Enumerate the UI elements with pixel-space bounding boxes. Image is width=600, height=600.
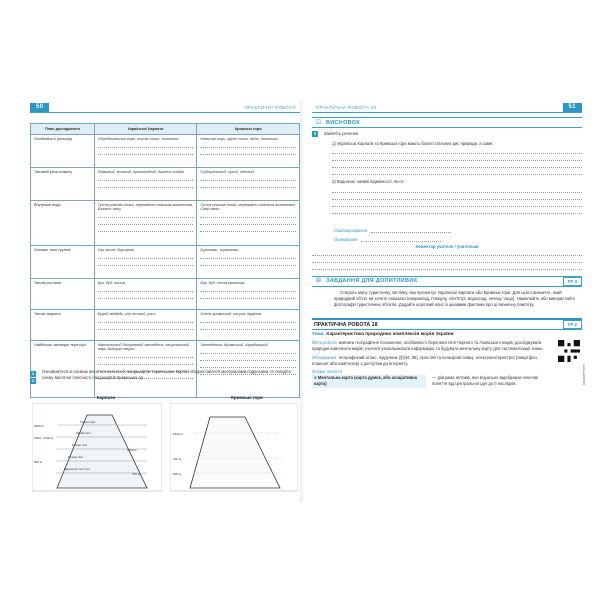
altitude-label: 1500 м — [127, 448, 137, 452]
grade-label: Оцінювання — [334, 236, 358, 242]
teacher-comment-label: Коментар учителя / учительки — [415, 243, 479, 249]
group-badge: ГР 3 — [563, 277, 582, 286]
practical-work-section — [312, 318, 582, 330]
table-row — [31, 168, 300, 201]
section-title: ВИСНОВОК — [326, 119, 361, 126]
cell-text: Невисокі гори, круті схили, яйли, полонини. — [200, 137, 279, 141]
altitude-diagrams — [32, 395, 298, 495]
altitude-label: 2000 м — [34, 424, 44, 428]
task-number: 5 — [313, 131, 317, 136]
cell-text: Густа річкова сітка, переважно сніговим живленням. Озер мало. — [200, 203, 296, 211]
answer-cell[interactable] — [94, 135, 197, 168]
altitude-label: 1500—1200 м — [34, 436, 54, 440]
column-header: План дослідження — [31, 124, 95, 135]
row-label: Особливості рельєфу — [31, 135, 95, 168]
cell-text: Густа річкова сітка, переважно сніговим живленням. Багато озер. — [97, 203, 194, 211]
answer-lines-2[interactable] — [332, 186, 582, 214]
row-label: Типові тварини — [31, 310, 95, 341]
diagram-title-crimea: Кримські гори — [231, 395, 263, 400]
comparison-table — [30, 123, 300, 398]
belt-label: Гірські луки — [80, 420, 95, 424]
altitude-label: 700 м — [132, 472, 140, 476]
answer-cell[interactable] — [94, 246, 197, 279]
altitude-label: 1500 м — [173, 432, 183, 436]
page-number: 50 — [30, 103, 49, 112]
equipment-label: Обладнання: — [312, 354, 338, 360]
cell-text: Сірі лісові, буроземи. — [97, 248, 135, 252]
sentence-1: 1) Українські Карпати та Кримські гори мають багато спільних рис природи, а саме: — [332, 141, 494, 147]
checklist-icon: ☑ — [316, 119, 322, 126]
answer-cell[interactable] — [94, 168, 197, 201]
equipment-text: географічний атлас, підручник (§§34, 35), простий та кольорові олівці, електронні пристрої (смартфон, планшет або комп'ютер) з доступом до інтернету. — [312, 354, 538, 366]
diagram-title-carpathians: Карпати — [96, 395, 116, 400]
concept-term: ■ Ментальна карта (карта думок, або асоціативна карта) — [312, 375, 426, 387]
practical-title: ПРАКТИЧНА РОБОТА 18 — [314, 321, 378, 328]
answer-cell[interactable] — [197, 246, 300, 279]
practical-theme — [312, 332, 582, 337]
goal-paragraph — [312, 340, 554, 352]
sentence-2: 2) Водночас наявні відмінності, як-от: — [332, 179, 405, 185]
belt-label: Широколистяні ліси — [64, 467, 90, 471]
column-header: Кримські гори — [197, 124, 300, 135]
table-row — [31, 246, 300, 279]
equipment-paragraph — [312, 355, 554, 367]
concepts-label: Опорні поняття — [312, 369, 342, 375]
task-number: 4 — [31, 378, 35, 383]
practical-body — [312, 340, 585, 387]
running-head: ПРАКТИЧНА РОБОТА 18 — [316, 105, 377, 110]
cell-text: Бурий ведмідь, кіт лісовий, рись. — [97, 312, 157, 316]
qr-code-icon — [558, 340, 580, 362]
theme-text: Характеристика природних комплексів морів України — [326, 332, 454, 338]
table-header-row — [31, 124, 300, 135]
cell-text: Олень кримський, косуля, муфлон. — [200, 312, 263, 316]
right-header — [312, 103, 582, 113]
left-header — [30, 103, 300, 113]
cell-text: Середньовисокі гори, пологі схили, полонини. — [97, 137, 180, 141]
self-assessment-label: Самооцінювання — [334, 227, 368, 233]
answer-cell[interactable] — [197, 310, 300, 341]
conclusions-section — [312, 117, 582, 128]
cell-text: Помірний, вологий, прохолодний, багато опадів. — [97, 170, 185, 174]
concept-term-text: Ментальна карта (карта думок, або асоціативна карта) — [314, 375, 418, 387]
left-page — [30, 103, 300, 498]
task-intro: Закінчіть речення. — [324, 131, 360, 136]
answer-cell[interactable] — [197, 279, 300, 310]
altitude-label: 500 м — [34, 460, 42, 464]
belt-label: Мішані ліси — [68, 455, 83, 459]
crimea-zonation-diagram — [170, 403, 298, 493]
answer-cell[interactable] — [94, 201, 197, 246]
concept-row — [312, 375, 554, 387]
task-numbers — [30, 371, 36, 384]
answer-lines-1[interactable] — [332, 147, 582, 175]
extra-task-text: Створіть мапу туристичну листівку, яка презентує Українські Карпати або Кримські гори. Для цього визначте, який природний об'єкт ви хочете показати (наприклад, Говерлу, Ай-Петрі, водоспад, печеру тощо). Намалюйте або використайте фотографії туристичних об'єктів. Додайте короткий опис із цікавими фактами про ці визначну пам'ятку. — [334, 289, 576, 308]
answer-cell[interactable] — [94, 279, 197, 310]
task-3 — [30, 369, 300, 381]
answer-cell[interactable] — [197, 201, 300, 246]
qr-caption: osvita.ua/0113983 — [582, 364, 585, 386]
answer-cell[interactable] — [94, 310, 197, 341]
goal-text: вивчати географічне положення, особливості берегової лінії Чорного та Азовського морів; досліджувати природні комплекси морів; учитися узагальнювати інформацію та будувати ментальну карту для систематизації знань. — [312, 340, 544, 352]
altitude-label: 500 м — [173, 472, 181, 476]
task-text: Ознайомтеся зі схемою висотної поясності ландшафтів Українських Карпат. Скористайтеся матеріалами підручника та складіть схему висотної поясності ландшафтів Кримських гір. — [42, 369, 292, 381]
row-label: Типовий риси клімату — [31, 168, 95, 201]
row-label: Типові рослини — [31, 279, 95, 310]
conclusions-body — [312, 131, 582, 214]
task-number: 3 — [31, 371, 35, 376]
comment-lines[interactable] — [312, 249, 582, 270]
row-label: Внутрішні води — [31, 201, 95, 246]
group-badge: ГР 2 — [563, 320, 582, 329]
extra-task-section — [312, 276, 582, 287]
qr-code[interactable] — [558, 340, 585, 386]
cell-text: Заповідники: Кримський, Карадазький. — [200, 343, 269, 347]
belt-label: Хвойні ліси — [76, 431, 91, 435]
cell-text: Бук, дуб, ялиця. — [97, 281, 126, 285]
table-row — [31, 279, 300, 310]
assessment-block — [334, 224, 582, 270]
section-title: ЗАВДАННЯ ДЛЯ ДОПИТЛИВИХ — [326, 278, 418, 285]
right-page — [312, 103, 585, 498]
cell-text: Субтропічний, сухий, теплий. — [200, 170, 255, 174]
column-header: Українські Карпати — [94, 124, 197, 135]
goal-label: Мета роботи: — [312, 340, 338, 346]
answer-cell[interactable] — [197, 135, 300, 168]
belt-label: Мішані ліси — [72, 443, 87, 447]
puzzle-icon: ⊞ — [316, 278, 322, 285]
grade-row[interactable] — [334, 233, 582, 242]
table-row — [31, 201, 300, 246]
row-label: Основні типи ґрунтів — [31, 246, 95, 279]
altitude-label: 700 м — [173, 457, 181, 461]
theme-label: Тема. — [312, 332, 325, 338]
concept-definition: — діаграма зв'язків, яка візуально відображає ключові поняття від центральної ідеї до її наслідків. — [432, 375, 539, 387]
carpathians-zonation-diagram — [32, 403, 162, 493]
table-row — [31, 135, 300, 168]
row-label: Найбільші заповідні території — [31, 341, 95, 398]
cell-text: Бук, дуб, сосна кримська. — [200, 281, 246, 285]
cell-text: Карпатський біосферний заповідник, національний парк «Шацькі озера». — [97, 343, 190, 351]
answer-cell[interactable] — [197, 168, 300, 201]
running-head: ПРАКТИЧНІ РОБОТИ — [244, 105, 296, 110]
self-assessment-row[interactable] — [334, 224, 582, 233]
cell-text: Буроземи, чорноземи. — [200, 248, 240, 252]
table-row — [31, 310, 300, 341]
page-number: 51 — [563, 103, 582, 112]
